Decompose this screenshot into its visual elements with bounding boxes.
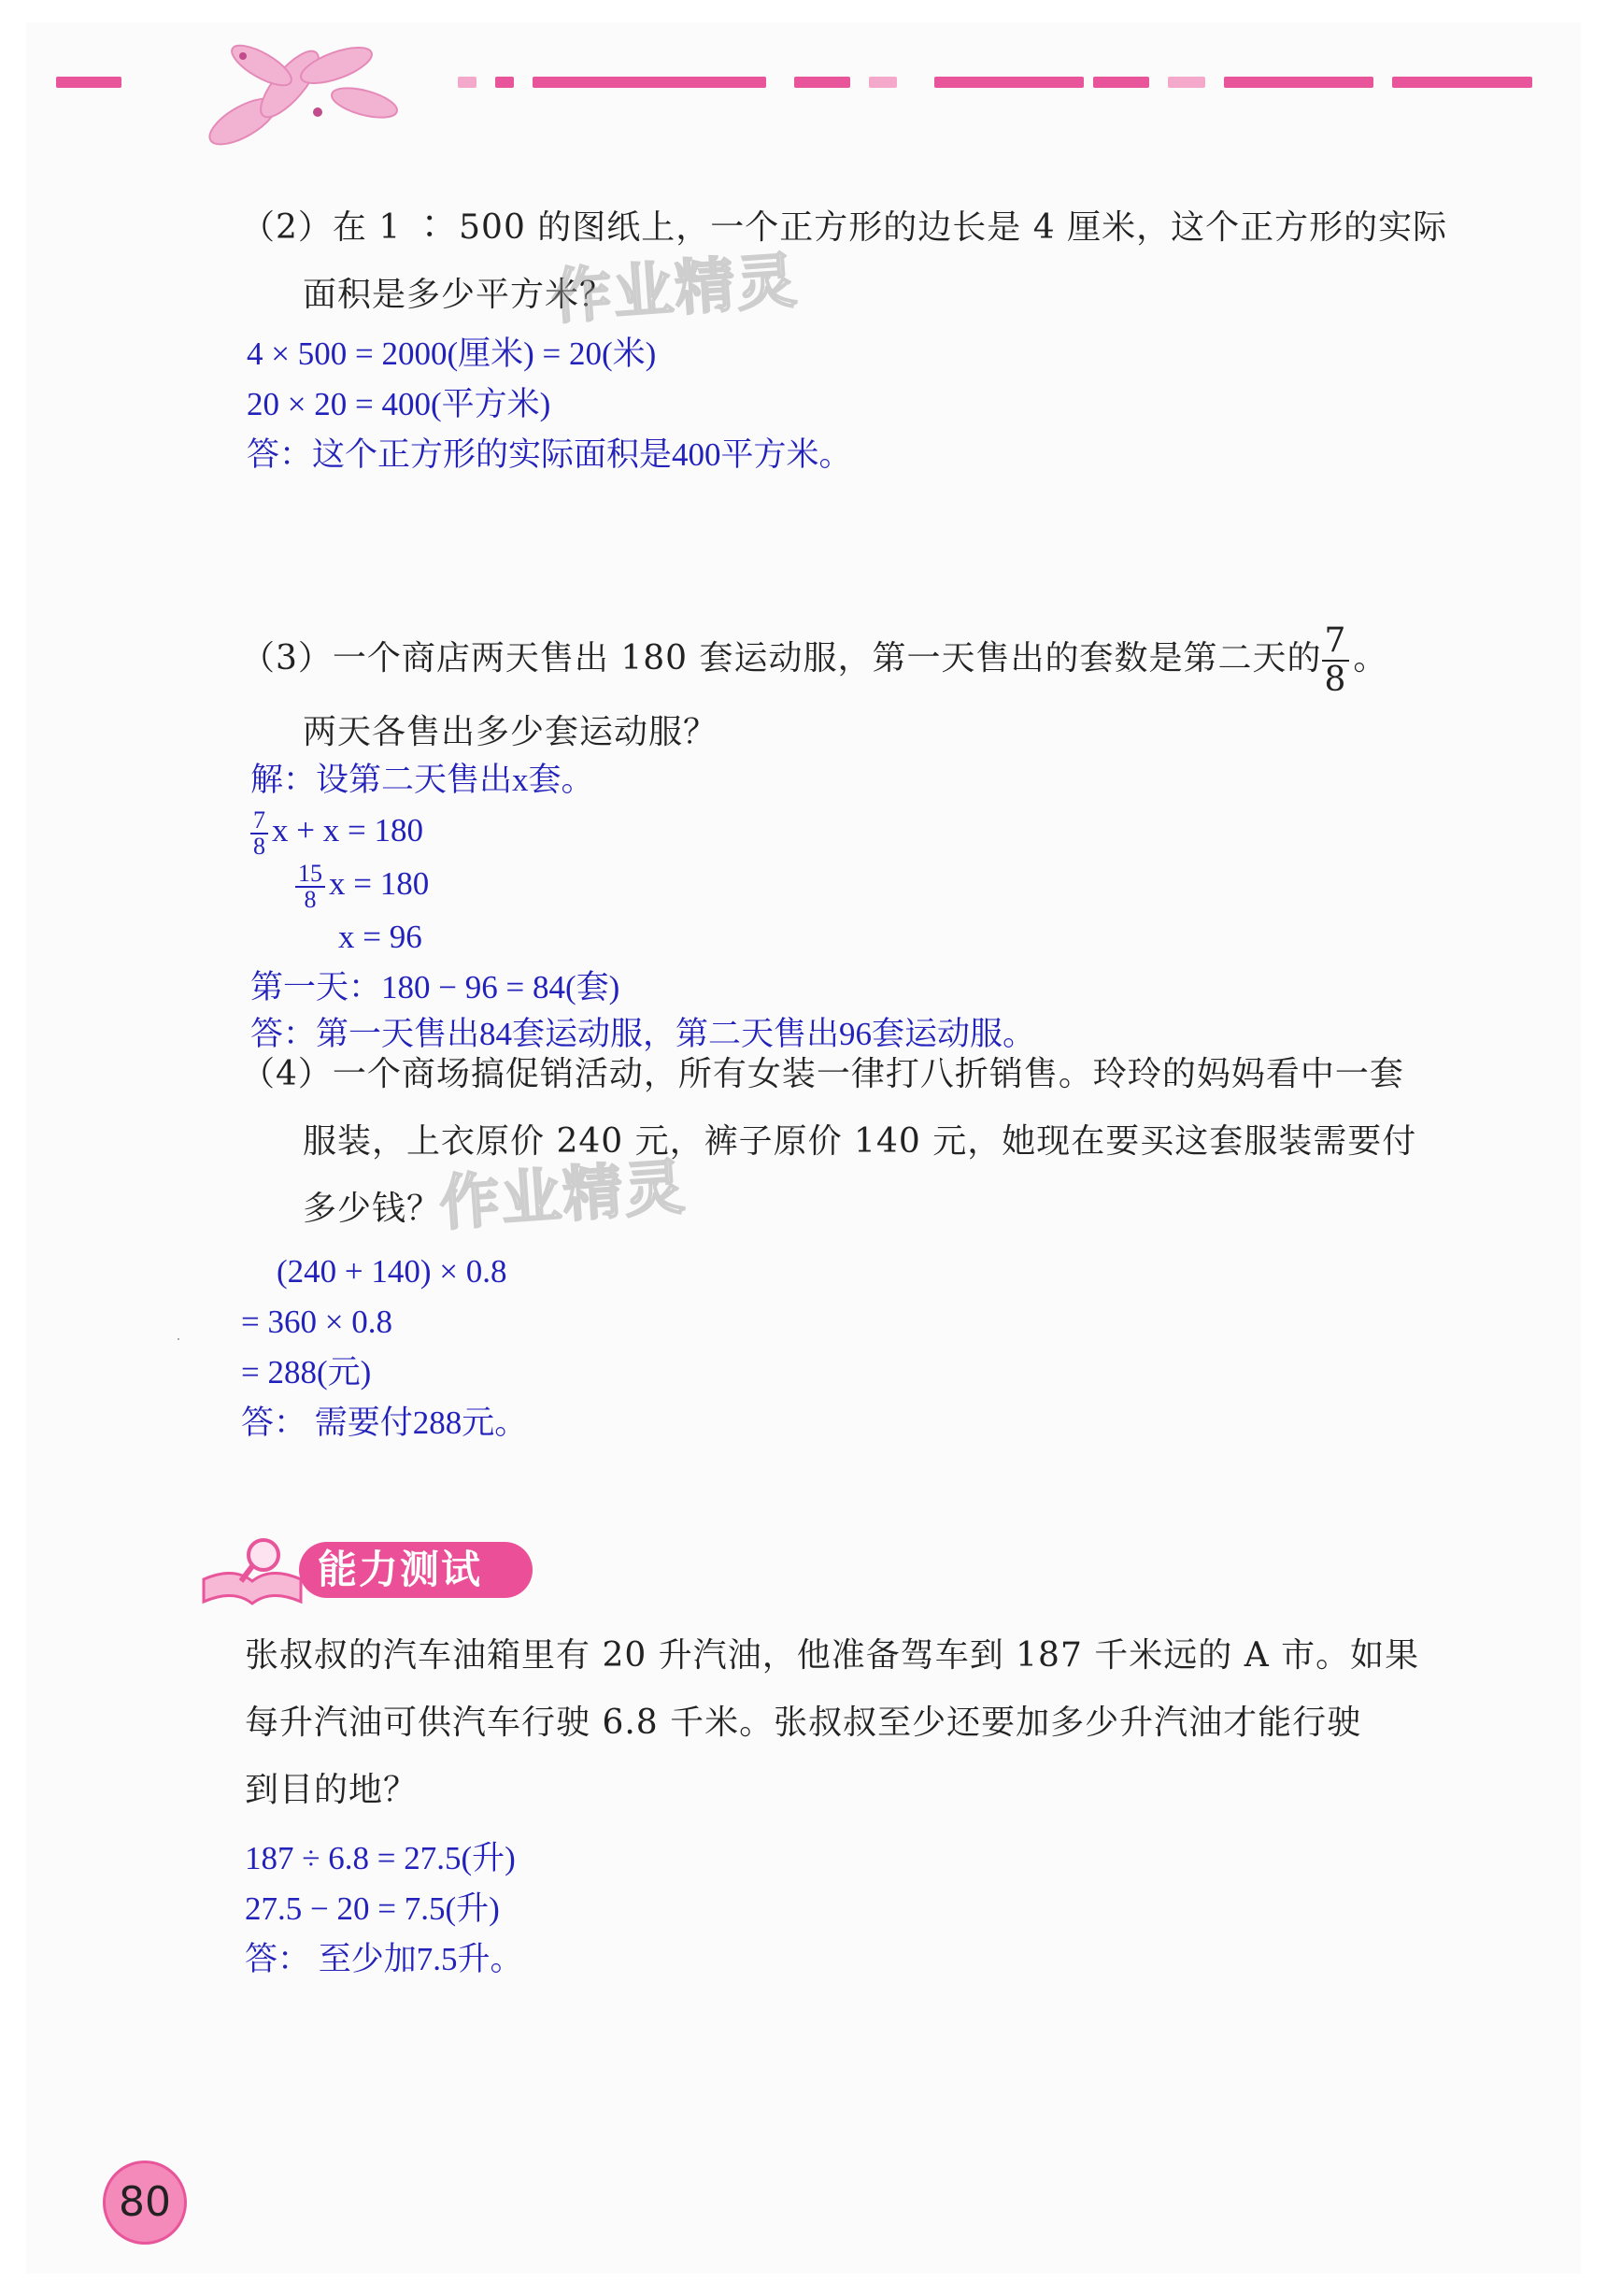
page-number: 80 <box>119 2178 171 2226</box>
question-3 <box>241 622 1549 766</box>
question-4-line-2: 服装，上衣原价 240 元，裤子原价 140 元，她现在要买这套服装需要付 <box>303 1122 1417 1161</box>
answer-line: (240 + 140) × 0.8 <box>277 1253 507 1290</box>
equation-3: x = 96 <box>338 918 422 955</box>
question-4 <box>241 1041 1549 1243</box>
answer-line: 27.5 − 20 = 7.5(升) <box>245 1890 500 1927</box>
question-2 <box>241 194 1493 329</box>
question-4-line-3: 多少钱？ <box>303 1190 442 1228</box>
answer-line: 187 ÷ 6.8 = 27.5(升) <box>245 1840 516 1876</box>
fraction-numerator: 7 <box>1322 622 1350 662</box>
fraction <box>295 859 325 913</box>
answer-line: 答： 至少加7.5升。 <box>245 1941 523 1977</box>
question-3-line-1: （3）一个商店两天售出 180 套运动服，第一天售出的套数是第二天的 <box>241 639 1322 677</box>
equation-1 <box>250 806 1035 859</box>
fraction-denominator: 8 <box>253 832 265 860</box>
fraction <box>250 808 268 859</box>
answer-line: 第一天：180 − 96 = 84(套) <box>250 968 620 1005</box>
answer-3 <box>250 755 1035 1060</box>
section-title-text: 能力测试 <box>318 1547 483 1592</box>
answer-5 <box>245 1833 523 1985</box>
question-2-line-2: 面积是多少平方米？ <box>303 276 615 314</box>
question-5-line-3: 到目的地？ <box>245 1771 419 1809</box>
fraction-denominator: 8 <box>1324 661 1347 699</box>
answer-line: 答： 需要付288元。 <box>241 1405 528 1441</box>
header-decoration-bar <box>56 77 1551 88</box>
answer-line: 答：第一天售出84套运动服，第二天售出96套运动服。 <box>250 1015 1036 1052</box>
fraction-denominator: 8 <box>304 885 317 913</box>
fraction-numerator: 15 <box>295 862 325 888</box>
section-heading <box>196 1533 533 1607</box>
question-5-line-1: 张叔叔的汽车油箱里有 20 升汽油，他准备驾车到 187 千米远的 A 市。如果 <box>245 1636 1420 1675</box>
equation-text: x + x = 180 <box>272 812 423 849</box>
leaf-decoration-icon <box>187 19 430 159</box>
question-4-line-1: （4）一个商场搞促销活动，所有女装一律打八折销售。玲玲的妈妈看中一套 <box>241 1055 1404 1093</box>
watermark: 作业精灵 <box>549 246 801 334</box>
answer-line: = 360 × 0.8 <box>241 1304 392 1340</box>
answer-2 <box>247 329 852 480</box>
book-magnifier-icon <box>196 1533 308 1607</box>
fraction-numerator: 7 <box>250 808 268 834</box>
equation-2 <box>250 859 1035 912</box>
fraction <box>1322 622 1350 699</box>
answer-line: 4 × 500 = 2000(厘米) = 20(米) <box>247 335 657 372</box>
equation-text: x = 180 <box>329 864 430 902</box>
answer-line: 20 × 20 = 400(平方米) <box>247 386 551 422</box>
question-3-line-2: 两天各售出多少套运动服？ <box>303 713 718 751</box>
watermark: 作业精灵 <box>437 1152 689 1240</box>
answer-line: = 288(元) <box>241 1354 372 1390</box>
question-5-line-2: 每升汽油可供汽车行驶 6.8 千米。张叔叔至少还要加多少升汽油才能行驶 <box>245 1704 1362 1742</box>
answer-line: 解：设第二天售出x套。 <box>250 762 594 798</box>
question-3-line-1-end: 。 <box>1353 639 1388 677</box>
margin-mark <box>178 1338 179 1340</box>
question-2-line-1: （2）在 1 ∶ 500 的图纸上，一个正方形的边长是 4 厘米，这个正方形的实际 <box>241 208 1448 247</box>
page-number-badge <box>103 2161 187 2245</box>
question-5 <box>245 1622 1553 1824</box>
answer-4 <box>241 1247 527 1448</box>
answer-line: 答：这个正方形的实际面积是400平方米。 <box>247 436 852 473</box>
